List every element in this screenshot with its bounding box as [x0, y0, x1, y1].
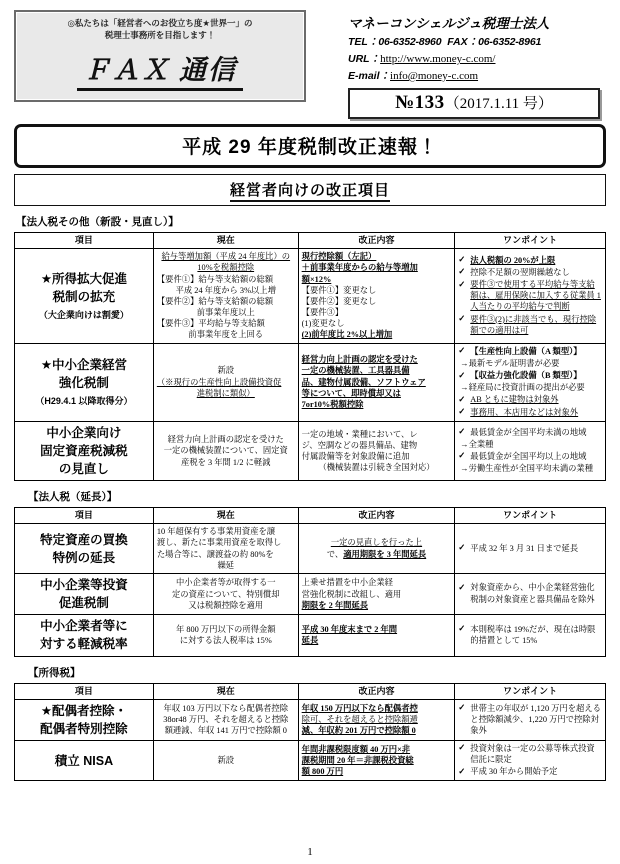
tel-fax-line	[348, 34, 606, 49]
row-onepoint-content	[455, 615, 606, 656]
row-revision-content: 一定の地域・業種において、レ ジ、空調などの器具備品、建物 付属設備等を対象設備に追加 （機械装置は引続き全国対応）	[298, 421, 455, 480]
check-icon: ✓	[458, 426, 466, 437]
row-revision-content: 現行控除額（左記） ＋前事業年度からの給与等増加 額×12% 【要件①】変更なし 【要件②】変更なし 【要件③】 (1)変更なし (2)前年度比 2%以上増加	[298, 249, 455, 344]
sections-container	[14, 214, 606, 781]
row-current-content: 10 年超保有する事業用資産を譲 渡し、新たに事業用資産を取得し た場合等に、譲渡益の約 80%を 繰延	[153, 524, 298, 574]
onepoint-item: ✓ 投資対象は一定の公募等株式投資信託に限定	[458, 742, 595, 765]
column-header: ワンポイント	[455, 233, 606, 249]
row-current-content: 給与等増加額（平成 24 年度比）の 10%を税額控除 【要件①】給与等支給額の総額 平成 24 年度から 3%以上増 【要件②】給与等支給額の総額 前事業年度以上 【要件③】平均給与等支給額 前事業年度を上回る	[153, 249, 298, 344]
logo-tagline-line1: ◎私たちは「経営者へのお役立ち度★世界一」の	[67, 18, 253, 28]
onepoint-item: ✓ 平成 30 年から開始予定	[458, 765, 558, 777]
table-row	[15, 343, 606, 421]
table-header-row	[15, 233, 606, 249]
check-icon: ✓	[458, 406, 466, 417]
table-row	[15, 740, 606, 781]
fax-logo-title: ＦＡＸ 通信	[77, 48, 243, 91]
column-header: 項目	[15, 683, 154, 699]
check-icon: ✓	[458, 450, 466, 461]
table-row	[15, 524, 606, 574]
tax-revision-table	[14, 683, 606, 782]
tel-label: TEL：	[348, 36, 379, 48]
onepoint-item: ✓ 法人税額の 20%が上限	[458, 254, 556, 265]
contact-block	[348, 10, 606, 119]
check-icon: ✓	[458, 254, 466, 265]
email-value[interactable]: info@money-c.com	[390, 70, 479, 82]
onepoint-item: →労働生産性が全国平均未満の業種	[460, 464, 594, 474]
row-item-name: ★中小企業経営 強化税制 （H29.4.1 以降取得分）	[15, 343, 154, 421]
check-icon: ✓	[458, 266, 466, 277]
check-icon: ✓	[458, 369, 466, 380]
check-icon: ✓	[458, 313, 466, 324]
table-row	[15, 699, 606, 740]
row-onepoint-content	[455, 249, 606, 344]
row-current-content: 年収 103 万円以下なら配偶者控除 38or48 万円、それを超えると控除 額逓減、年収 141 万円で控除額 0	[153, 699, 298, 740]
row-onepoint-content	[455, 421, 606, 480]
check-icon: ✓	[458, 581, 466, 592]
main-title-banner: 平成 29 年度税制改正速報！	[14, 124, 606, 168]
onepoint-item: →最新モデル証明書が必要	[460, 358, 560, 368]
fax-logo-box	[14, 10, 306, 102]
row-onepoint-content	[455, 574, 606, 615]
table-row	[15, 421, 606, 480]
row-item-name: 積立 NISA	[15, 740, 154, 781]
url-value[interactable]: http://www.money-c.com/	[380, 53, 496, 65]
column-header: 現在	[153, 683, 298, 699]
row-item-name: 中小企業向け 固定資産税減税 の見直し	[15, 421, 154, 480]
tel-value: 06-6352-8960	[378, 36, 442, 48]
row-onepoint-content	[455, 740, 606, 781]
row-revision-content: 一定の見直しを行った上 で、適用期限を 3 年間延長	[298, 524, 455, 574]
check-icon: ✓	[458, 345, 466, 356]
check-icon: ✓	[458, 765, 466, 776]
row-onepoint-content	[455, 343, 606, 421]
tax-revision-table	[14, 232, 606, 481]
onepoint-item: ✓ 要件③で使用する平均給与等支給額は、雇用保険に加入する従業員 1 人当たりの平均給与で判断	[458, 278, 601, 312]
row-revision-content: 年間非課税限度額 40 万円×非 課税期間 20 年＝非課税投資総 額 800 万円	[298, 740, 455, 781]
logo-tagline-line2: 税理士事務所を目指します！	[104, 30, 216, 41]
row-onepoint-content	[455, 524, 606, 574]
url-label: URL：	[348, 53, 381, 65]
onepoint-item: ✓ 平成 32 年 3 月 31 日まで延長	[458, 542, 579, 553]
page-number: 1	[307, 846, 313, 858]
firm-name: マネーコンシェルジュ税理士法人	[348, 16, 550, 31]
section-heading: 【法人税その他（新設・見直し）】	[16, 216, 179, 228]
check-icon: ✓	[458, 542, 466, 553]
issue-number: №133	[395, 92, 445, 113]
fax-value: 06-6352-8961	[478, 36, 542, 48]
section-heading: 【所得税】	[28, 666, 81, 679]
table-header-row	[15, 508, 606, 524]
email-label: E-mail：	[348, 70, 391, 82]
row-revision-content: 年収 150 万円以下なら配偶者控 除可、それを超えると控除額逓 減、年収約 201 万円で控除額 0	[298, 699, 455, 740]
check-icon: ✓	[458, 623, 466, 634]
row-current-content: 年 800 万円以下の所得金額 に対する法人税率は 15%	[153, 615, 298, 656]
row-current-content: 経営力向上計画の認定を受けた 一定の機械装置について、固定資 産税を 3 年間 1/2 に軽減	[153, 421, 298, 480]
section-heading: 【法人税（延長）】	[28, 491, 118, 504]
logo-tagline	[67, 17, 252, 42]
onepoint-item: ✓ 事務用、本店用などは対象外	[458, 406, 579, 417]
table-row	[15, 249, 606, 344]
check-icon: ✓	[458, 278, 466, 289]
row-item-name: ★所得拡大促進 税制の拡充 （大企業向けは割愛）	[15, 249, 154, 344]
masthead	[14, 10, 606, 118]
onepoint-item: ✓ 要件③(2)に非該当でも、現行控除額での適用は可	[458, 313, 597, 335]
row-current-content: 新設	[153, 740, 298, 781]
column-header: ワンポイント	[455, 683, 606, 699]
onepoint-item: ✓ 最低賃金が全国平均以上の地域	[458, 450, 587, 461]
onepoint-item: ✓ 対象資産から、中小企業経営強化税制の対象資産と器具備品を除外	[458, 581, 595, 604]
row-item-name: 中小企業者等に 対する軽減税率	[15, 615, 154, 656]
column-header: ワンポイント	[455, 508, 606, 524]
table-row	[15, 574, 606, 615]
onepoint-item: ✓ 【生産性向上設備（A 類型）】	[458, 345, 582, 356]
column-header: 現在	[153, 233, 298, 249]
tax-revision-table	[14, 507, 606, 656]
sub-title-banner	[14, 174, 606, 206]
column-header: 改正内容	[298, 233, 455, 249]
check-icon: ✓	[458, 742, 466, 753]
onepoint-item: ✓ 最低賃金が全国平均未満の地域	[458, 426, 587, 437]
onepoint-item: →経産局に投資計画の提出が必要	[460, 383, 585, 393]
onepoint-item: ✓ 【収益力強化設備（B 類型）】	[458, 369, 582, 381]
onepoint-item: →全業種	[460, 439, 494, 449]
row-revision-content: 上乗せ措置を中小企業経 営強化税制に改組し、適用 期限を 2 年間延長	[298, 574, 455, 615]
check-icon: ✓	[458, 393, 466, 404]
row-item-name: 中小企業等投資 促進税制	[15, 574, 154, 615]
row-item-name: 特定資産の買換 特例の延長	[15, 524, 154, 574]
issue-date: （2017.1.11 号）	[444, 96, 553, 112]
email-line	[348, 68, 606, 83]
onepoint-item: ✓ 世帯主の年収が 1,120 万円を超えると控除額減少、1,220 万円で控除対象外	[458, 702, 601, 735]
row-revision-content: 経営力向上計画の認定を受けた 一定の機械装置、工具器具備 品、建物付属設備、ソフトウェア 等について、即時償却又は 7or10%税額控除	[298, 343, 455, 421]
row-current-content: 中小企業者等が取得する一 定の資産について、特別償却 又は税額控除を適用	[153, 574, 298, 615]
sub-title-text: 経営者向けの改正項目	[230, 182, 390, 202]
column-header: 項目	[15, 233, 154, 249]
column-header: 改正内容	[298, 683, 455, 699]
row-current-content: 新設 （※現行の生産性向上設備投資促 進税制に類似）	[153, 343, 298, 421]
column-header: 改正内容	[298, 508, 455, 524]
url-line	[348, 51, 606, 66]
column-header: 現在	[153, 508, 298, 524]
check-icon: ✓	[458, 702, 466, 713]
onepoint-item: ✓ 控除不足額の翌期繰越なし	[458, 266, 570, 277]
row-onepoint-content	[455, 699, 606, 740]
fax-label: FAX：	[447, 36, 479, 48]
table-row	[15, 615, 606, 656]
row-item-name: ★配偶者控除・ 配偶者特別控除	[15, 699, 154, 740]
table-header-row	[15, 683, 606, 699]
column-header: 項目	[15, 508, 154, 524]
issue-number-box	[348, 88, 600, 119]
onepoint-item: ✓ 本則税率は 19%だが、現在は時限的措置として 15%	[458, 623, 596, 645]
onepoint-item: ✓ AB ともに建物は対象外	[458, 393, 559, 405]
row-revision-content: 平成 30 年度末まで 2 年間 延長	[298, 615, 455, 656]
